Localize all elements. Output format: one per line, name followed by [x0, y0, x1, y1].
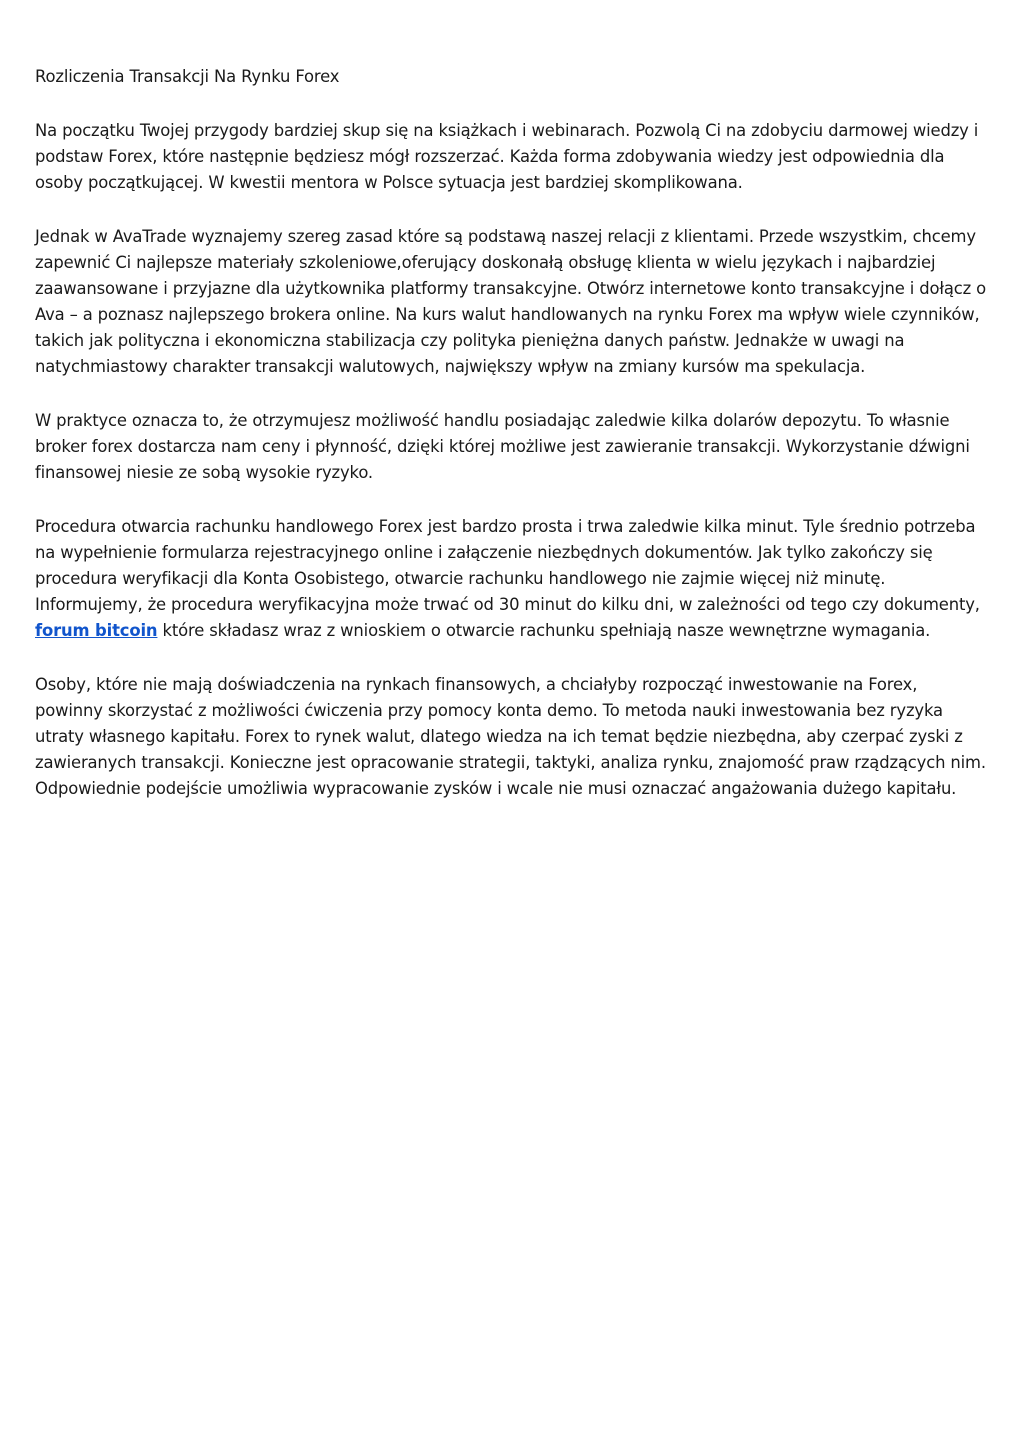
paragraph-1: Na początku Twojej przygody bardziej skup się na książkach i webinarach. Pozwolą Ci na zdobyciu darmowej wiedzy i podstaw Forex, które następnie będziesz mógł rozszerzać. Każda forma zdobywania wiedzy jest odpowiednia dla osoby początkującej. W kwestii mentora w Polsce sytuacja jest bardziej skomplikowana. — [35, 121, 979, 192]
document-title: Rozliczenia Transakcji Na Rynku Forex — [35, 67, 340, 86]
paragraph-4-text-after: które składasz wraz z wnioskiem o otwarcie rachunku spełniają nasze wewnętrzne wymagania. — [157, 621, 931, 640]
paragraph-4-text-before: Procedura otwarcia rachunku handlowego Forex jest bardzo prosta i trwa zaledwie kilka minut. Tyle średnio potrzeba na wypełnienie formularza rejestracyjnego online i załączenie niezbędnych dokumentów. Jak tylko zakończy się procedura weryfikacji dla Konta Osobistego, otwarcie rachunku handlowego nie zajmie więcej niż minutę. Informujemy, że procedura weryfikacyjna może trwać od 30 minut do kilku dni, w zależności od tego czy dokumenty, — [35, 517, 980, 614]
paragraph-5: Osoby, które nie mają doświadczenia na rynkach finansowych, a chciałyby rozpocząć inwestowanie na Forex, powinny skorzystać z możliwości ćwiczenia przy pomocy konta demo. To metoda nauki inwestowania bez ryzyka utraty własnego kapitału. Forex to rynek walut, dlatego wiedza na ich temat będzie niezbędna, aby czerpać zyski z zawieranych transakcji. Konieczne jest opracowanie strategii, taktyki, analiza rynku, znajomość praw rządzących nim. Odpowiednie podejście umożliwia wypracowanie zysków i wcale nie musi oznaczać angażowania dużego kapitału. — [35, 675, 986, 798]
paragraph-4 — [35, 514, 990, 644]
document-body — [35, 64, 990, 830]
paragraph-3: W praktyce oznacza to, że otrzymujesz możliwość handlu posiadając zaledwie kilka dolarów depozytu. To własnie broker forex dostarcza nam ceny i płynność, dzięki której możliwe jest zawieranie transakcji. Wykorzystanie dźwigni finansowej niesie ze sobą wysokie ryzyko. — [35, 411, 970, 482]
paragraph-2: Jednak w AvaTrade wyznajemy szereg zasad które są podstawą naszej relacji z klientami. Przede wszystkim, chcemy zapewnić Ci najlepsze materiały szkoleniowe,oferujący doskonałą obsługę klienta w wielu językach i najbardziej zaawansowane i przyjazne dla użytkownika platformy transakcyjne. Otwórz internetowe konto transakcyjne i dołącz o Ava – a poznasz najlepszego brokera online. Na kurs walut handlowanych na rynku Forex ma wpływ wiele czynników, takich jak polityczna i ekonomiczna stabilizacja czy polityka pieniężna danych państw. Jednakże w uwagi na natychmiastowy charakter transakcji walutowych, największy wpływ na zmiany kursów ma spekulacja. — [35, 227, 987, 376]
forum-bitcoin-link[interactable]: forum bitcoin — [35, 621, 158, 640]
